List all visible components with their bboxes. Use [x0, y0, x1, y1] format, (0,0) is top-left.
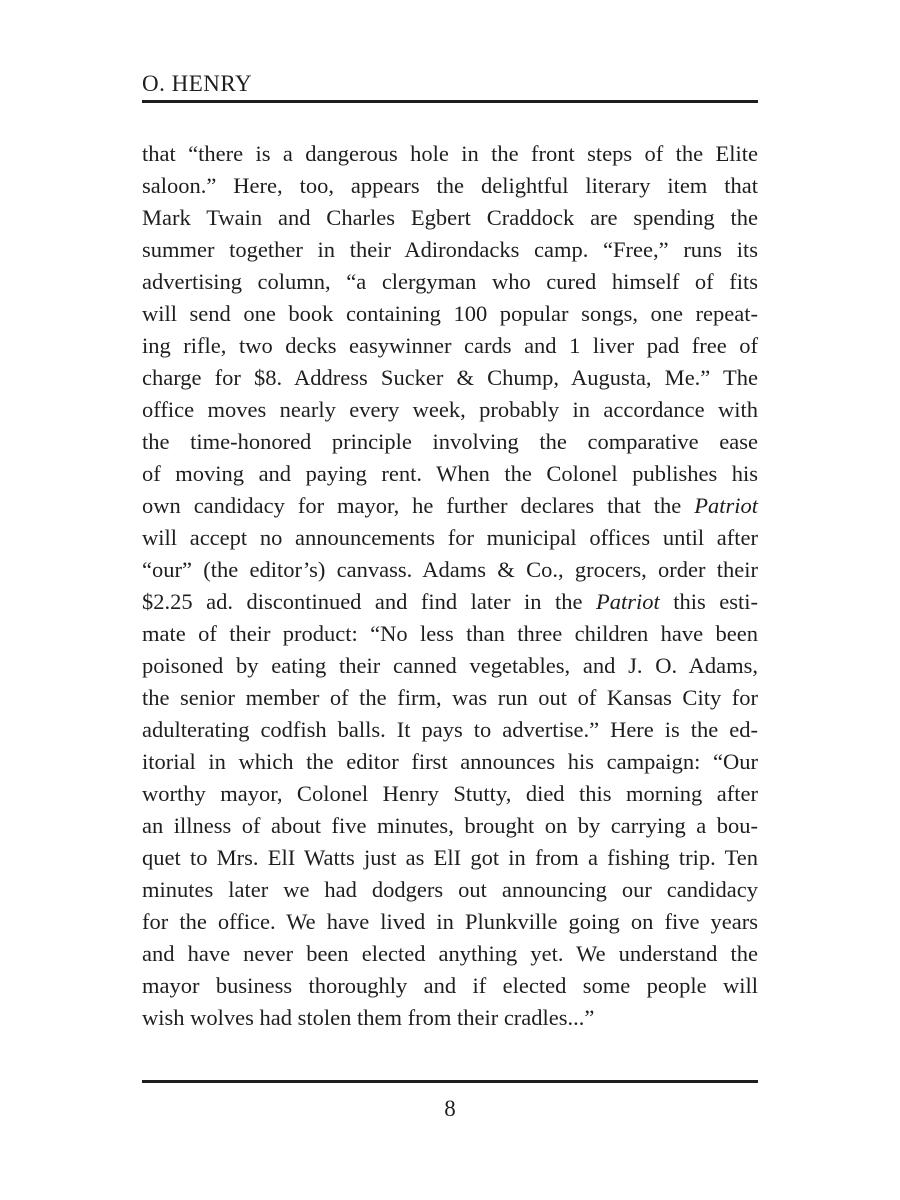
text-line: adulterating codfish balls. It pays to advertise.” Here is the ed-: [142, 717, 758, 742]
text-line: itorial in which the editor first announces his campaign: “Our: [142, 749, 758, 774]
text-line: and have never been elected anything yet. We understand the: [142, 941, 758, 966]
text-line: charge for $8. Address Sucker & Chump, Augusta, Me.” The: [142, 365, 758, 390]
text-line: for the office. We have lived in Plunkville going on five years: [142, 909, 758, 934]
text-line: mayor business thoroughly and if elected some people will: [142, 973, 758, 998]
text-line: quet to Mrs. ElI Watts just as ElI got in from a fishing trip. Ten: [142, 845, 758, 870]
running-head: O. HENRY: [142, 71, 253, 96]
text-line: the senior member of the firm, was run out of Kansas City for: [142, 685, 758, 710]
text-line: $2.25 ad. discontinued and find later in the Patriot this esti-: [142, 589, 758, 614]
text-line: Mark Twain and Charles Egbert Craddock are spending the: [142, 205, 758, 230]
text-line: ing rifle, two decks easywinner cards and 1 liver pad free of: [142, 333, 758, 358]
text-line: own candidacy for mayor, he further declares that the Patriot: [142, 493, 758, 518]
text-line: worthy mayor, Colonel Henry Stutty, died this morning after: [142, 781, 758, 806]
footer-rule: [142, 1080, 758, 1083]
page-number: 8: [444, 1096, 456, 1121]
text-line: an illness of about five minutes, brought on by carrying a bou-: [142, 813, 758, 838]
text-line: advertising column, “a clergyman who cured himself of fits: [142, 269, 758, 294]
text-line: will send one book containing 100 popular songs, one repeat-: [142, 301, 758, 326]
text-line: poisoned by eating their canned vegetables, and J. O. Adams,: [142, 653, 758, 678]
body-text: [142, 138, 758, 1034]
text-line: the time-honored principle involving the comparative ease: [142, 429, 758, 454]
text-line: minutes later we had dodgers out announcing our candidacy: [142, 877, 758, 902]
text-line: mate of their product: “No less than three children have been: [142, 621, 758, 646]
text-line: saloon.” Here, too, appears the delightful literary item that: [142, 173, 758, 198]
text-line: “our” (the editor’s) canvass. Adams & Co., grocers, order their: [142, 557, 758, 582]
header-rule: [142, 100, 758, 103]
text-line: summer together in their Adirondacks camp. “Free,” runs its: [142, 237, 758, 262]
text-line: of moving and paying rent. When the Colonel publishes his: [142, 461, 758, 486]
text-line: will accept no announcements for municipal offices until after: [142, 525, 758, 550]
text-line: wish wolves had stolen them from their cradles...”: [142, 1005, 595, 1030]
text-line: office moves nearly every week, probably in accordance with: [142, 397, 758, 422]
text-line: that “there is a dangerous hole in the front steps of the Elite: [142, 141, 758, 166]
